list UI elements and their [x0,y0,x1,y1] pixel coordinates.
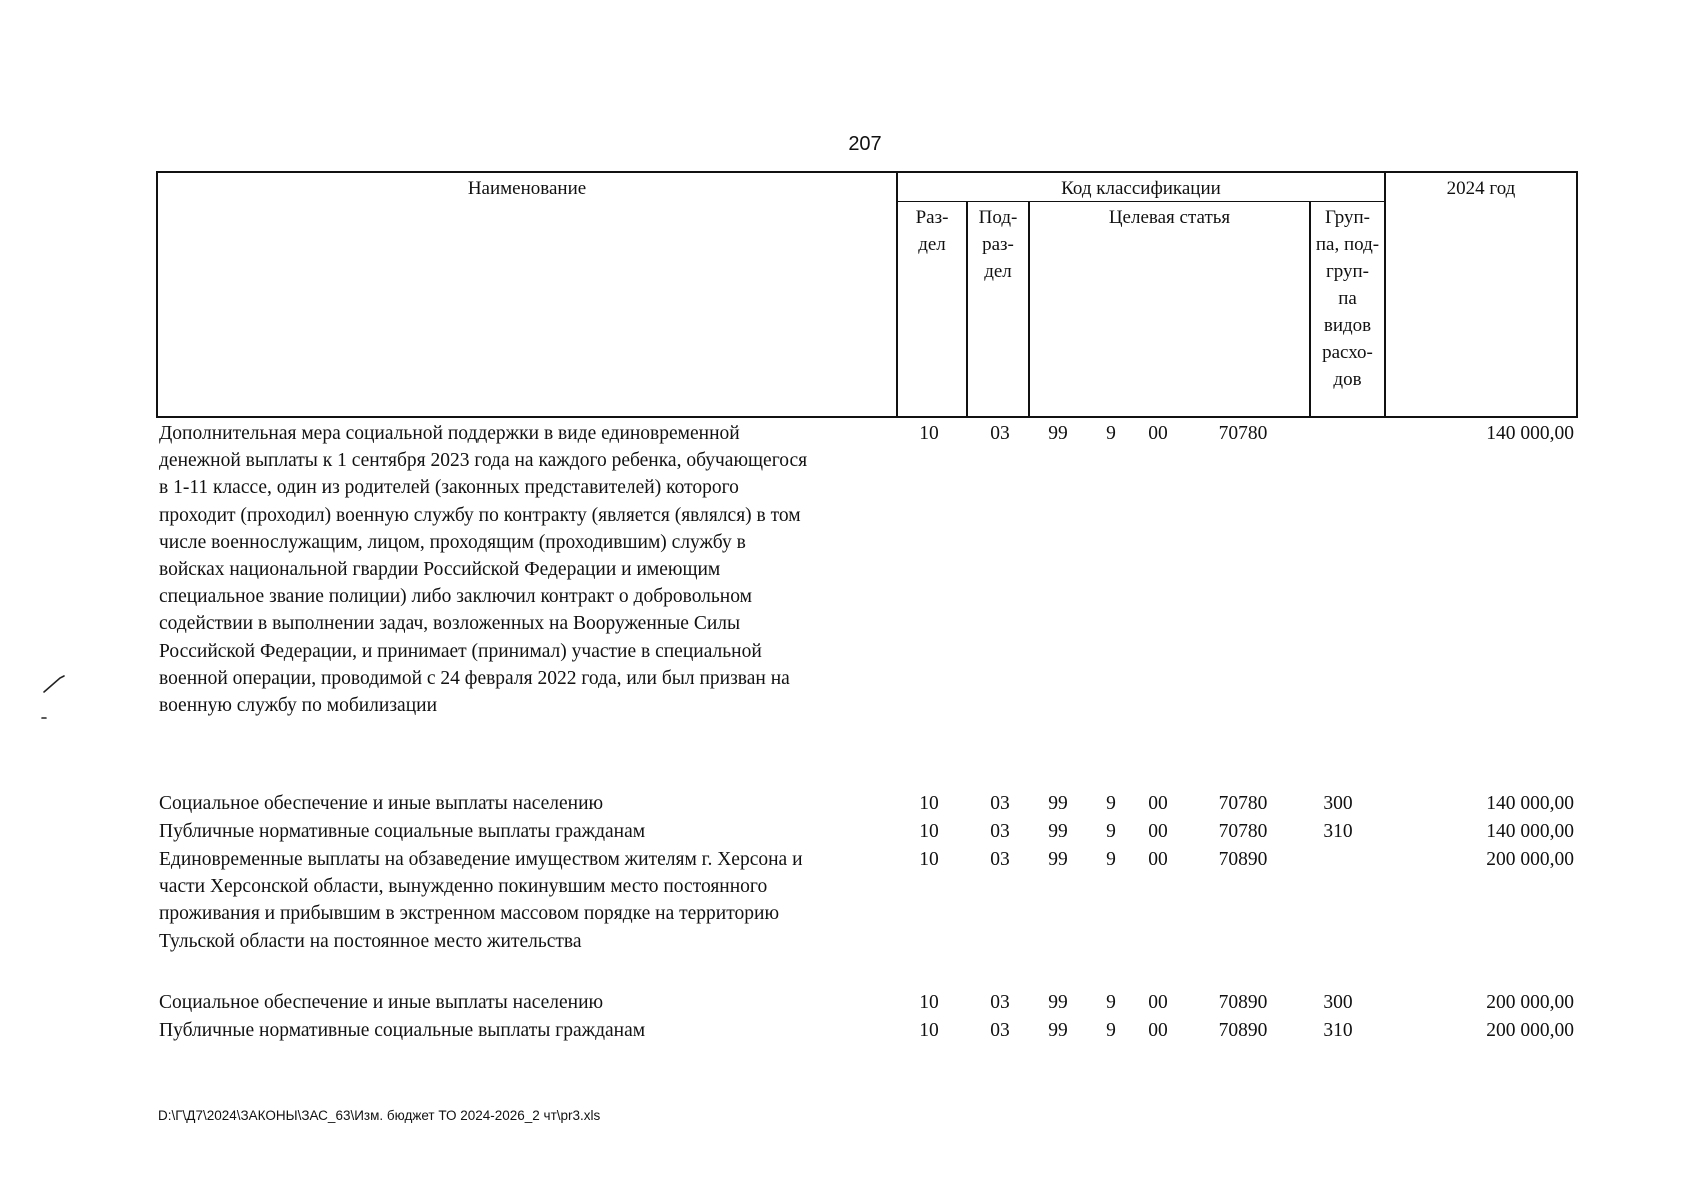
row-podrazdel: 03 [990,1020,1010,1041]
row-cs-program: 99 [1048,793,1068,814]
header-celevaya: Целевая статья [1108,207,1231,228]
row-vid: 310 [1323,1020,1353,1041]
row-razdel: 10 [919,1020,939,1041]
row-vid: 300 [1323,793,1353,814]
row-cs-direction: 70780 [1218,793,1268,814]
row-cs-subprogram: 9 [1106,793,1116,814]
header-kod: Код классификации [1061,178,1221,199]
row-cs-event: 00 [1148,821,1168,842]
row-razdel: 10 [919,423,939,444]
row-razdel: 10 [919,992,939,1013]
header-year: 2024 год [1446,178,1516,199]
row-sum: 200 000,00 [1486,992,1574,1013]
row-podrazdel: 03 [990,849,1010,870]
row-cs-program: 99 [1048,1020,1068,1041]
row-sum: 140 000,00 [1486,423,1574,444]
header-gruppa: Груп- па, под- груп- па видов расхо- дов [1315,207,1380,390]
row-cs-program: 99 [1048,849,1068,870]
row-podrazdel: 03 [990,992,1010,1013]
table-header [156,171,1578,418]
row-cs-subprogram: 9 [1106,821,1116,842]
row-vid: 310 [1323,821,1353,842]
row-name: Социальное обеспечение и иные выплаты населению [159,992,604,1013]
row-name: Единовременные выплаты на обзаведение имуществом жителям г. Херсона и части Херсонской области, вынужденно покинувшим место постоянного проживания и прибывшим в экстренном массовом порядке на территорию Тульской области на постоянное место жительства [159,849,803,952]
row-sum: 200 000,00 [1486,849,1574,870]
row-cs-direction: 70890 [1218,1020,1268,1041]
row-podrazdel: 03 [990,423,1010,444]
row-razdel: 10 [919,849,939,870]
row-cs-event: 00 [1148,992,1168,1013]
row-cs-direction: 70890 [1218,992,1268,1013]
row-cs-event: 00 [1148,849,1168,870]
row-podrazdel: 03 [990,793,1010,814]
row-sum: 140 000,00 [1486,821,1574,842]
row-podrazdel: 03 [990,821,1010,842]
page-number: 207 [848,133,882,155]
row-cs-event: 00 [1148,793,1168,814]
row-cs-subprogram: 9 [1106,849,1116,870]
row-name: Публичные нормативные социальные выплаты гражданам [159,821,646,842]
row-vid: 300 [1323,992,1353,1013]
row-sum: 200 000,00 [1486,1020,1574,1041]
header-name: Наименование [467,178,587,199]
row-cs-program: 99 [1048,821,1068,842]
header-razdel: Раз- дел [915,207,949,255]
row-cs-event: 00 [1148,1020,1168,1041]
row-cs-direction: 70890 [1218,849,1268,870]
header-divider [1384,173,1386,416]
row-name: Дополнительная мера социальной поддержки в виде единовременной денежной выплаты к 1 сентября 2023 года на каждого ребенка, обучающегося в 1-11 классе, один из родителей (законных представителей) которого проходит (проходил) военную службу по контракту (является (являлся) в том числе военнослужащим, лицом, проходящим (проходившим) службу в войсках национальной гвардии Российской Федерации и имеющим специальное звание полиции) либо заключил контракт о добровольном содействии в выполнении задач, возложенных на Вооруженные Силы Российской Федерации, и принимает (принимал) участие в специальной военной операции, проводимой с 24 февраля 2022 года, или был призван на военную службу по мобилизации [159,423,808,717]
row-cs-program: 99 [1048,423,1068,444]
file-path: D:\Г\Д7\2024\ЗАКОНЫ\ЗАС_63\Изм. бюджет ТО 2024-2026_2 чт\pr3.xls [158,1108,601,1123]
row-cs-subprogram: 9 [1106,992,1116,1013]
row-name: Публичные нормативные социальные выплаты гражданам [159,1020,646,1041]
row-cs-subprogram: 9 [1106,1020,1116,1041]
pen-mark-icon [40,672,70,722]
row-cs-program: 99 [1048,992,1068,1013]
header-divider [1028,202,1030,416]
row-razdel: 10 [919,793,939,814]
row-sum: 140 000,00 [1486,793,1574,814]
row-cs-direction: 70780 [1218,423,1268,444]
row-name: Социальное обеспечение и иные выплаты населению [159,793,604,814]
row-cs-subprogram: 9 [1106,423,1116,444]
row-cs-event: 00 [1148,423,1168,444]
header-podrazdel: Под- раз- дел [978,207,1018,282]
row-razdel: 10 [919,821,939,842]
row-cs-direction: 70780 [1218,821,1268,842]
